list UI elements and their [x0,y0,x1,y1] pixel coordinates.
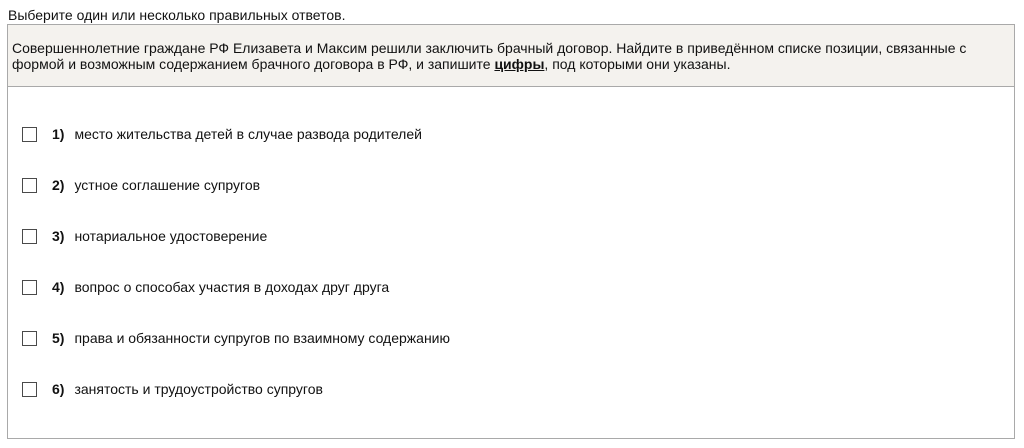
option-number-2: 2) [52,177,65,193]
option-number-1: 1) [52,126,65,142]
question-text [8,25,1014,87]
checkbox-1[interactable] [22,127,37,142]
option-label-1: место жительства детей в случае развода родителей [74,126,422,142]
checkbox-2[interactable] [22,178,37,193]
question-text-end: , под которыми они указаны. [544,56,731,72]
answer-option-3[interactable] [22,226,267,246]
checkbox-6[interactable] [22,382,37,397]
task-box [7,24,1015,439]
answer-option-2[interactable] [22,175,260,195]
question-text-main: Совершеннолетние граждане РФ Елизавета и Максим решили заключить брачный договор. Найдите в приведённом списке позиции, связанные с формой и возможным содержанием брачного договора в РФ, и запишите [12,40,967,72]
option-label-4: вопрос о способах участия в доходах друг друга [74,279,390,295]
instruction-text: Выберите один или несколько правильных ответов. [8,7,346,23]
answer-option-5[interactable] [22,328,450,348]
checkbox-4[interactable] [22,280,37,295]
option-label-3: нотариальное удостоверение [74,228,268,244]
question-emphasis: цифры [494,56,545,72]
answer-option-6[interactable] [22,379,323,399]
answer-option-1[interactable] [22,124,422,144]
option-number-6: 6) [52,381,65,397]
answer-option-4[interactable] [22,277,389,297]
option-number-3: 3) [52,228,65,244]
checkbox-3[interactable] [22,229,37,244]
option-label-2: устное соглашение супругов [74,177,261,193]
option-number-4: 4) [52,279,65,295]
checkbox-5[interactable] [22,331,37,346]
option-label-5: права и обязанности супругов по взаимному содержанию [74,330,451,346]
option-label-6: занятость и трудоустройство супругов [74,381,323,397]
option-number-5: 5) [52,330,65,346]
